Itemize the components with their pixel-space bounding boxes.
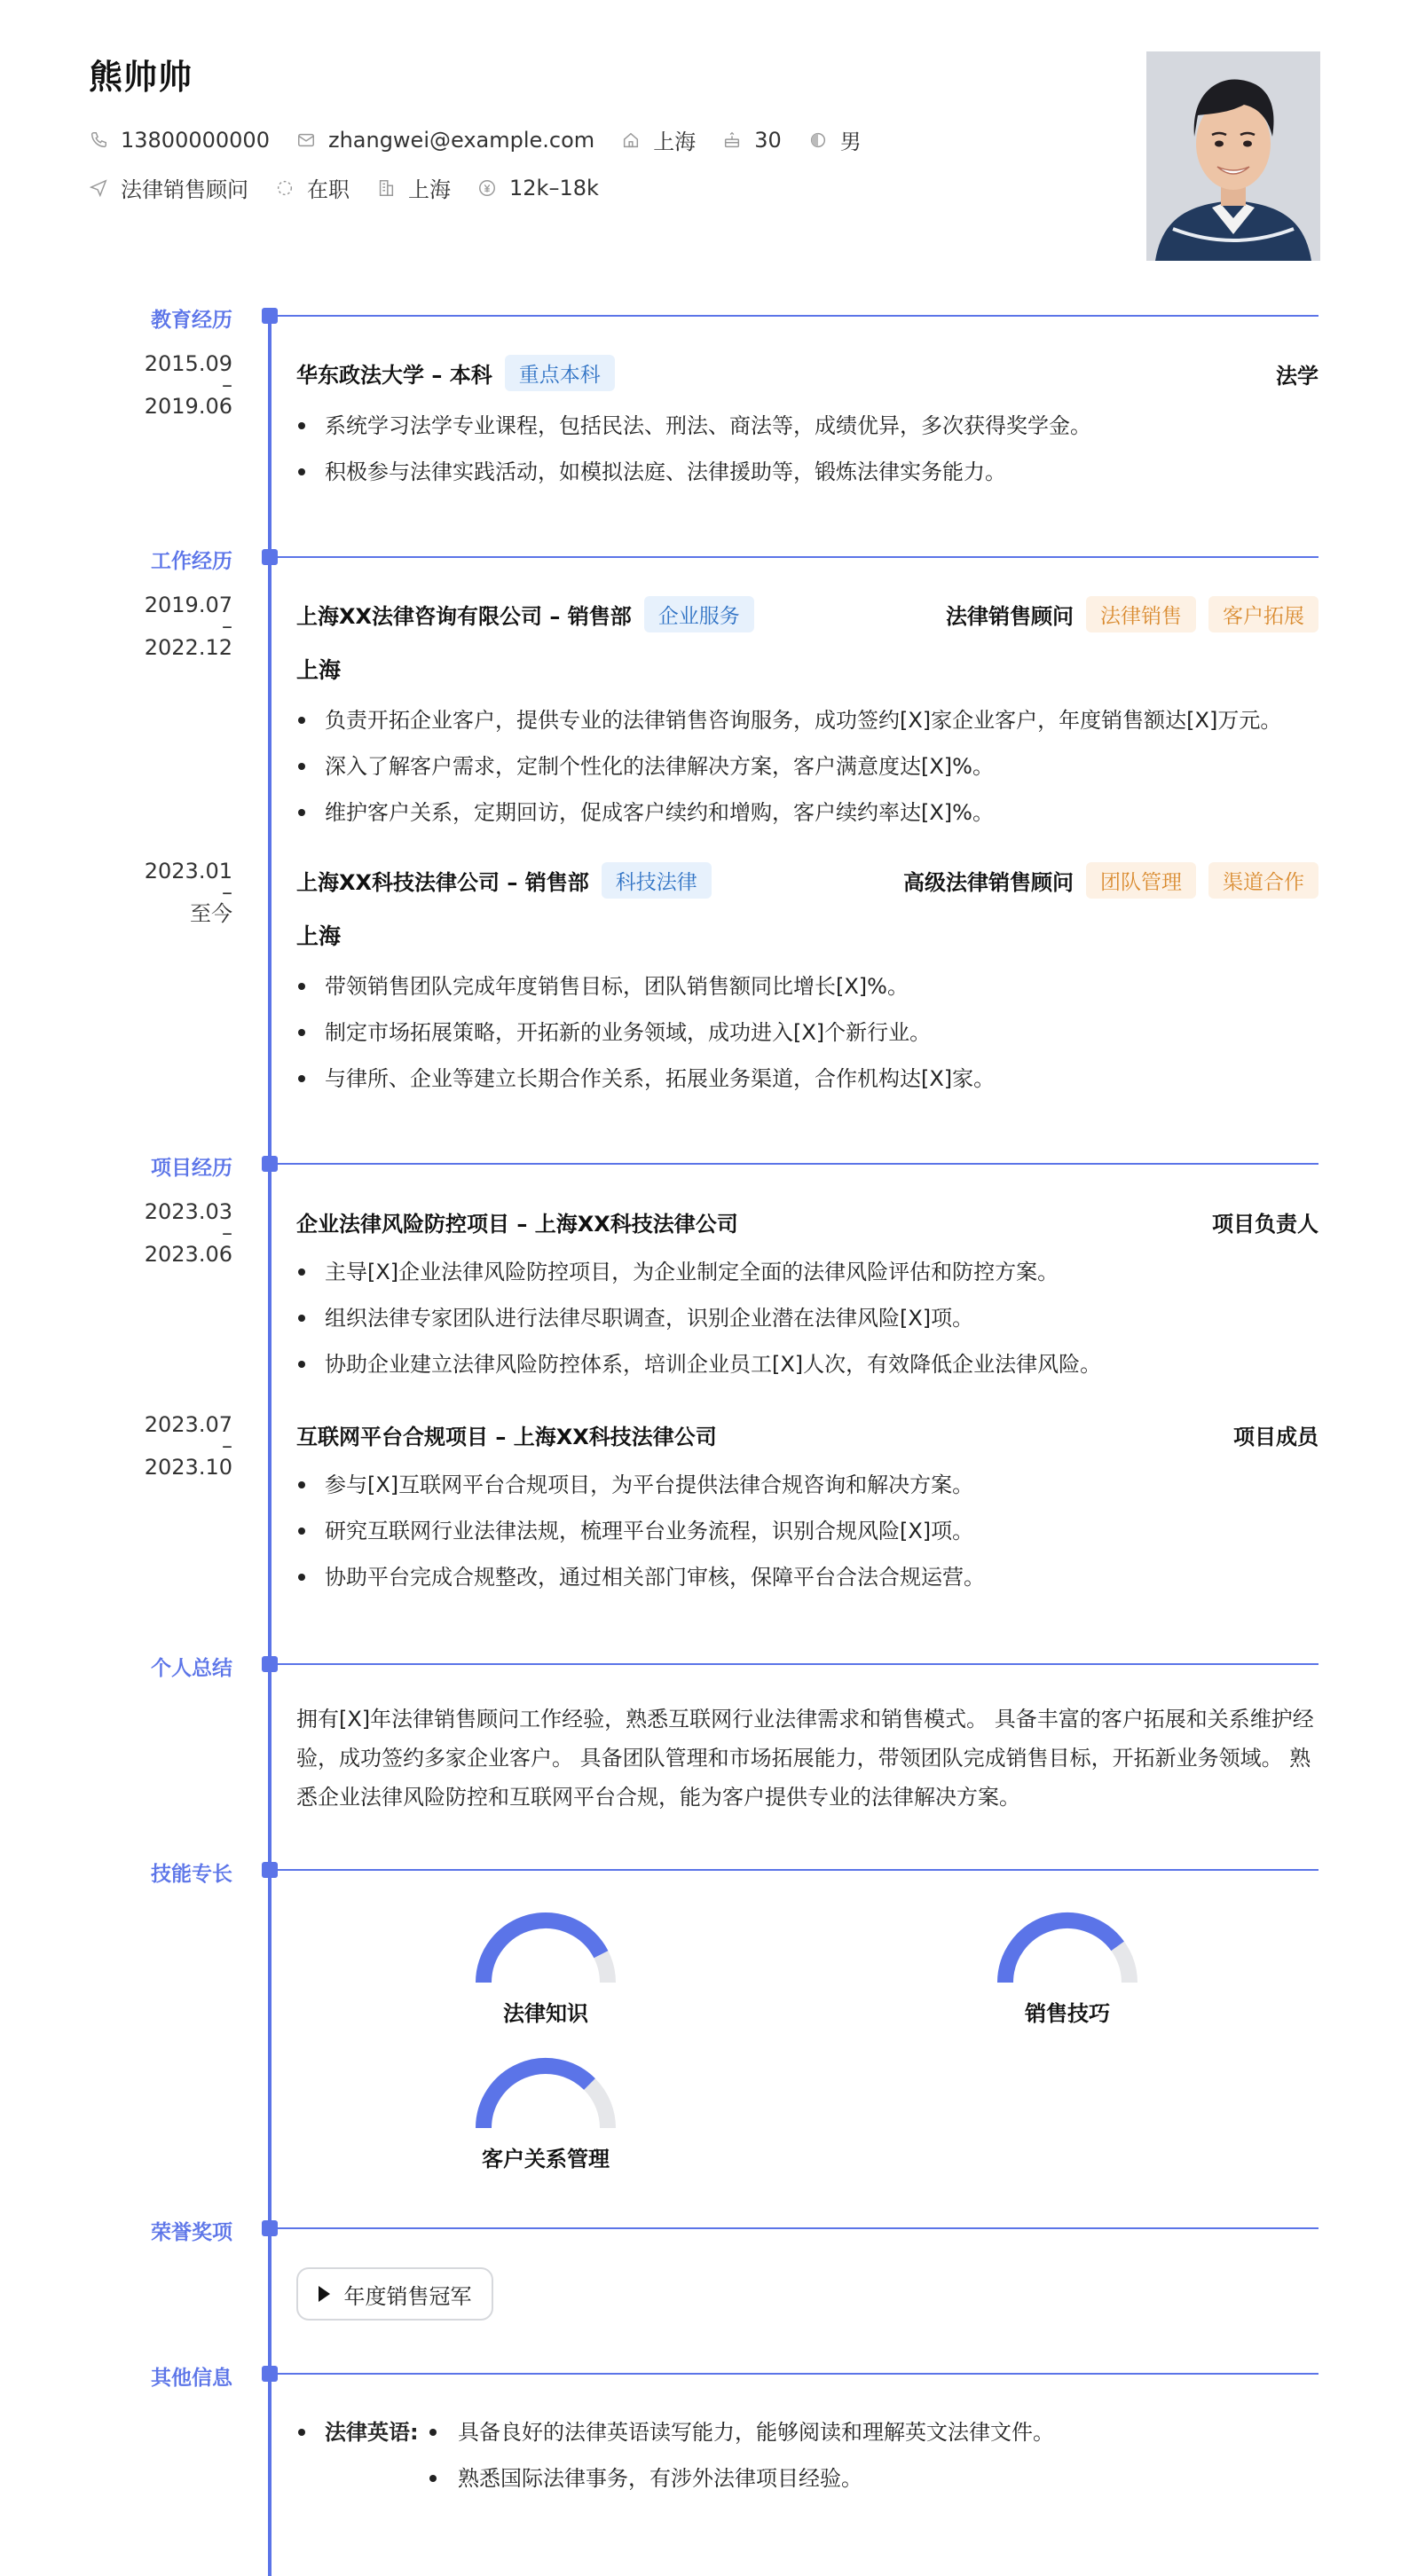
target-city-value: 上海 xyxy=(408,177,451,202)
status-value: 在职 xyxy=(307,177,350,202)
list-item: 积极参与法律实践活动，如模拟法庭、法律援助等，锻炼法律实务能力。 xyxy=(296,449,1091,495)
work-city: 上海 xyxy=(296,923,342,949)
project-bullets xyxy=(296,1249,1101,1387)
gauge-fill xyxy=(484,2066,590,2128)
section-divider xyxy=(270,1869,1318,1871)
role-title: 高级法律销售顾问 xyxy=(903,870,1074,895)
section-divider xyxy=(270,2373,1318,2375)
education-school xyxy=(296,355,615,391)
date-end: 至今 xyxy=(190,901,232,926)
date-start: 2023.03 xyxy=(144,1199,232,1224)
project-role: 项目负责人 xyxy=(1212,1212,1318,1237)
mail-icon xyxy=(296,130,316,150)
phone xyxy=(89,128,270,153)
section-title-honors: 荣誉奖项 xyxy=(151,2221,232,2244)
work-company xyxy=(296,862,712,899)
school-name: 华东政法大学 – 本科 xyxy=(296,363,492,388)
work-bullets xyxy=(296,697,1281,836)
job-intent-row xyxy=(89,172,626,203)
section-title-summary: 个人总结 xyxy=(151,1657,232,1680)
age-value: 30 xyxy=(754,127,782,153)
section-divider xyxy=(270,1163,1318,1165)
play-icon xyxy=(319,2286,330,2302)
section-title-work: 工作经历 xyxy=(151,550,232,573)
work-bullets xyxy=(296,963,995,1102)
gender-value: 男 xyxy=(839,130,862,154)
award-label: 年度销售冠军 xyxy=(343,2283,472,2309)
work-company xyxy=(296,596,754,632)
avatar-portrait xyxy=(1146,51,1320,261)
date-start: 2015.09 xyxy=(144,351,232,376)
skill-label: 客户关系管理 xyxy=(482,2147,610,2172)
date-end: 2022.12 xyxy=(144,635,232,660)
project-dates xyxy=(89,1201,232,1265)
summary-text xyxy=(296,1700,1320,1817)
gauge-svg xyxy=(470,2053,621,2132)
work-dates xyxy=(89,860,232,924)
date-dash: – xyxy=(222,614,232,639)
location xyxy=(621,124,696,155)
industry-tag: 企业服务 xyxy=(644,596,754,632)
section-divider xyxy=(270,2227,1318,2229)
bullet-dot xyxy=(298,2429,305,2436)
role-tag: 法律销售 xyxy=(1086,596,1196,632)
industry-tag: 科技法律 xyxy=(602,862,712,899)
skill-gauge xyxy=(470,1907,621,1987)
salary xyxy=(477,176,599,200)
section-divider xyxy=(270,315,1318,317)
skill-label: 销售技巧 xyxy=(1025,2001,1110,2026)
summary-line: 验，成功签约多家企业客户。 具备团队管理和市场拓展能力，带领团队完成销售目标，开拓新业务领域。 熟 xyxy=(296,1746,1311,1771)
currency-icon xyxy=(477,178,497,198)
education-major: 法学 xyxy=(1276,364,1318,389)
phone-icon xyxy=(89,130,108,150)
building-icon xyxy=(376,178,396,198)
list-item: 维护客户关系，定期回访，促成客户续约和增购，客户续约率达[X]%。 xyxy=(296,789,1281,836)
intended-position xyxy=(89,172,248,203)
profile-photo xyxy=(1146,51,1320,261)
date-start: 2023.07 xyxy=(144,1412,232,1437)
section-title-skills: 技能专长 xyxy=(151,1863,232,1886)
date-dash: – xyxy=(222,880,232,905)
summary-line: 拥有[X]年法律销售顾问工作经验，熟悉互联网行业法律需求和销售模式。 具备丰富的客户拓展和关系维护经 xyxy=(296,1707,1314,1732)
list-item: 制定市场拓展策略，开拓新的业务领域，成功进入[X]个新行业。 xyxy=(296,1009,995,1056)
cake-icon xyxy=(722,130,742,150)
role-tag: 渠道合作 xyxy=(1208,862,1318,899)
email-value: zhangwei@example.com xyxy=(327,127,595,153)
gauge-fill xyxy=(484,1920,601,1983)
target-city xyxy=(376,172,451,203)
date-dash: – xyxy=(222,1433,232,1458)
list-item: 研究互联网行业法律法规，梳理平台业务流程，识别合规风险[X]项。 xyxy=(296,1508,985,1554)
role-title: 法律销售顾问 xyxy=(946,604,1074,629)
home-icon xyxy=(621,130,641,150)
school-tag: 重点本科 xyxy=(505,355,615,391)
list-item: 参与[X]互联网平台合规项目，为平台提供法律合规咨询和解决方案。 xyxy=(296,1462,985,1508)
gauge-svg xyxy=(470,1907,621,1987)
list-item: 深入了解客户需求，定制个性化的法律解决方案，客户满意度达[X]%。 xyxy=(296,743,1281,789)
skill-gauge xyxy=(470,2053,621,2132)
project-bullets xyxy=(296,1462,985,1600)
contact-row xyxy=(89,124,888,155)
education-dates xyxy=(89,353,232,417)
list-item: 与律所、企业等建立长期合作关系，拓展业务渠道，合作机构达[X]家。 xyxy=(296,1056,995,1102)
project-title: 互联网平台合规项目 – 上海XX科技法律公司 xyxy=(296,1425,717,1449)
education-bullets xyxy=(296,403,1091,495)
work-role xyxy=(946,596,1318,632)
date-dash: – xyxy=(222,373,232,397)
company-name: 上海XX科技法律公司 – 销售部 xyxy=(296,870,589,895)
section-divider xyxy=(270,1663,1318,1665)
age xyxy=(722,128,782,153)
section-title-projects: 项目经历 xyxy=(151,1157,232,1180)
list-item: 系统学习法学专业课程，包括民法、刑法、商法等，成绩优异，多次获得奖学金。 xyxy=(296,403,1091,449)
bullet-dot xyxy=(429,2429,437,2436)
bullet-dot xyxy=(429,2475,437,2482)
other-item: 熟悉国际法律事务，有涉外法律项目经验。 xyxy=(458,2466,862,2491)
location-value: 上海 xyxy=(653,130,697,154)
gauge-svg xyxy=(992,1907,1143,1987)
salary-value: 12k–18k xyxy=(509,175,599,200)
other-item: 具备良好的法律英语读写能力，能够阅读和理解英文法律文件。 xyxy=(458,2420,1054,2445)
list-item: 带领销售团队完成年度销售目标，团队销售额同比增长[X]%。 xyxy=(296,963,995,1009)
work-role xyxy=(903,862,1318,899)
employment-status xyxy=(275,172,350,203)
phone-value: 13800000000 xyxy=(121,127,270,153)
gender-icon xyxy=(808,130,828,150)
role-tag: 团队管理 xyxy=(1086,862,1196,899)
project-role: 项目成员 xyxy=(1233,1425,1318,1449)
skill-gauge xyxy=(992,1907,1143,1987)
date-dash: – xyxy=(222,1221,232,1245)
list-item: 协助平台完成合规整改，通过相关部门审核，保障平台合法合规运营。 xyxy=(296,1554,985,1600)
send-icon xyxy=(89,178,108,198)
list-item: 负责开拓企业客户，提供专业的法律销售咨询服务，成功签约[X]家企业客户，年度销售额达[X]万元。 xyxy=(296,697,1281,743)
timeline-axis xyxy=(268,312,272,2576)
company-name: 上海XX法律咨询有限公司 – 销售部 xyxy=(296,604,632,629)
section-title-other: 其他信息 xyxy=(151,2367,232,2390)
gender xyxy=(808,124,862,155)
position-value: 法律销售顾问 xyxy=(121,177,248,202)
date-start: 2023.01 xyxy=(144,859,232,884)
role-tag: 客户拓展 xyxy=(1208,596,1318,632)
project-title: 企业法律风险防控项目 – 上海XX科技法律公司 xyxy=(296,1212,738,1237)
summary-line: 悉企业法律风险防控和互联网平台合规，能为客户提供专业的法律解决方案。 xyxy=(296,1785,1020,1810)
award-button[interactable] xyxy=(296,2267,493,2321)
list-item: 组织法律专家团队进行法律尽职调查，识别企业潜在法律风险[X]项。 xyxy=(296,1295,1101,1341)
date-end: 2023.10 xyxy=(144,1455,232,1480)
section-divider xyxy=(270,556,1318,558)
email xyxy=(296,128,594,153)
project-dates xyxy=(89,1414,232,1478)
section-title-education: 教育经历 xyxy=(151,309,232,332)
list-item: 主导[X]企业法律风险防控项目，为企业制定全面的法律风险评估和防控方案。 xyxy=(296,1249,1101,1295)
work-city: 上海 xyxy=(296,657,342,683)
date-end: 2023.06 xyxy=(144,1242,232,1267)
work-dates xyxy=(89,594,232,658)
loading-icon xyxy=(275,178,295,198)
skill-label: 法律知识 xyxy=(503,2001,588,2026)
date-start: 2019.07 xyxy=(144,593,232,617)
gauge-fill xyxy=(1005,1920,1118,1983)
other-label: 法律英语: xyxy=(325,2420,419,2445)
list-item: 协助企业建立法律风险防控体系，培训企业员工[X]人次，有效降低企业法律风险。 xyxy=(296,1341,1101,1387)
candidate-name: 熊帅帅 xyxy=(89,58,193,97)
date-end: 2019.06 xyxy=(144,394,232,419)
